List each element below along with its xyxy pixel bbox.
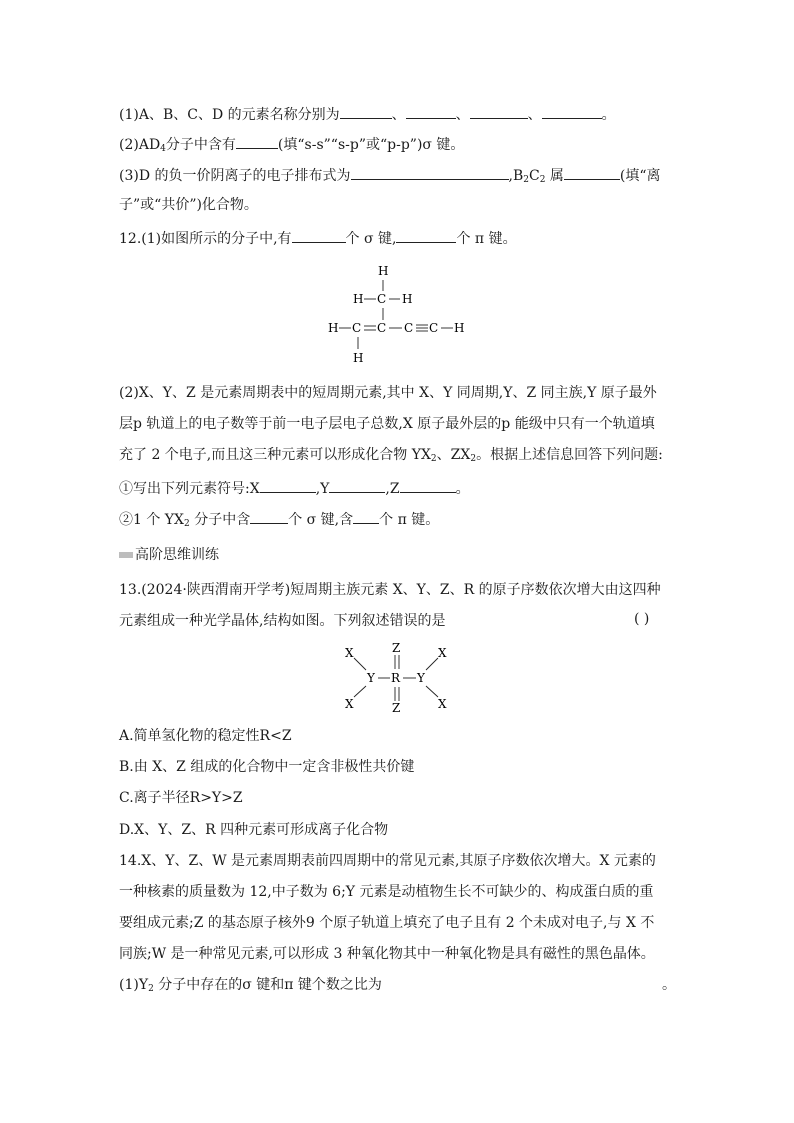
q14-part1 (119, 975, 382, 995)
answer-blank[interactable] (260, 477, 316, 493)
answer-blank[interactable] (400, 477, 456, 493)
answer-blank[interactable] (340, 103, 392, 119)
q14-text: 一种核素的质量数为 12,中子数为 6;Y 元素是动植物生长不可缺少的、构成蛋白质的重 (119, 884, 654, 900)
q13-stem-line2 (119, 611, 445, 631)
q11-part3 (119, 164, 661, 186)
atom-c: C (377, 292, 387, 306)
atom-h: H (353, 292, 364, 306)
q13-option-b[interactable] (119, 757, 414, 777)
subscript: 2 (430, 454, 437, 464)
period: 。 (662, 977, 676, 993)
q14-part1-text: (1)Y (119, 977, 149, 993)
q14-part1-end (662, 975, 676, 995)
atom-c: C (404, 321, 414, 335)
bond-single (354, 686, 366, 697)
answer-blank[interactable] (351, 164, 509, 180)
q14-part1-post: 分子中存在的σ 键和π 键个数之比为 (153, 977, 382, 993)
q12-subq1 (119, 477, 470, 499)
q14-stem-line3 (119, 913, 654, 933)
q12-subq2-post: 个 π 键。 (379, 512, 440, 528)
q13-stem-line1 (119, 580, 661, 600)
subscript: 2 (539, 175, 546, 185)
formula-part: ,B (508, 168, 524, 184)
atom-x: X (345, 646, 354, 660)
option-c-text: C.离子半径R>Y>Z (119, 790, 243, 806)
q12-part2-text: (2)X、Y、Z 是元素周期表中的短周期元素,其中 X、Y 同周期,Y、Z 同主族,Y 原子最外 (119, 385, 657, 401)
answer-blank[interactable] (396, 227, 456, 243)
q11-part2-post: (填“s-s”“s-p”或“p-p”)σ 键。 (277, 137, 465, 153)
q12-subq1-text: ①写出下列元素符号:X (119, 481, 260, 497)
q13-option-c[interactable] (119, 788, 243, 808)
option-d-text: D.X、Y、Z、R 四种元素可形成离子化合物 (119, 822, 389, 838)
answer-blank[interactable] (236, 133, 278, 149)
q12-part2-line2 (119, 414, 655, 434)
period: 。 (455, 481, 470, 497)
q12-part1 (119, 227, 517, 249)
atom-h: H (454, 321, 465, 335)
atom-z: Z (392, 641, 401, 655)
section-heading (119, 545, 219, 565)
answer-blank[interactable] (406, 103, 456, 119)
atom-c: C (377, 321, 387, 335)
bond-single (354, 658, 366, 670)
subscript: 2 (470, 454, 477, 464)
answer-blank[interactable] (353, 508, 379, 524)
q13-option-d[interactable] (119, 820, 388, 840)
subscript: 2 (184, 519, 190, 529)
q11-part3-text: (3)D 的负一价阴离子的电子排布式为 (119, 168, 351, 184)
option-a-text: A.简单氢化物的稳定性R<Z (119, 728, 292, 744)
q13-text: 13.(2024·陕西渭南开学考)短周期主族元素 X、Y、Z、R 的原子序数依次增大由这四种 (119, 582, 661, 598)
bond-single (426, 658, 438, 670)
atom-x: X (345, 697, 354, 711)
q13-option-a[interactable] (119, 726, 292, 746)
answer-blank[interactable] (564, 164, 620, 180)
q12-part1-text: 12.(1)如图所示的分子中,有 (119, 231, 292, 247)
atom-h: H (328, 321, 339, 335)
q11-part1 (119, 103, 616, 125)
atom-h: H (353, 351, 364, 365)
q14-text: 同族;W 是一种常见元素,可以形成 3 种氧化物其中一种氧化物是具有磁性的黑色晶体。 (119, 946, 655, 962)
atom-c: C (429, 321, 439, 335)
q12-part1-post: 个 π 键。 (456, 231, 517, 247)
atom-h: H (402, 292, 413, 306)
molecule-structure-diagram (320, 258, 480, 373)
q14-text: 14.X、Y、Z、W 是元素周期表前四周期中的常见元素,其原子序数依次增大。X 元素的 (119, 853, 656, 869)
answer-blank[interactable] (470, 103, 528, 119)
answer-bracket-text: ( ) (634, 611, 650, 627)
q12-subq1-y: ,Y (315, 481, 330, 497)
q12-subq2 (119, 508, 439, 530)
atom-h: H (378, 264, 389, 278)
atom-x: X (438, 697, 447, 711)
separator: 、 (391, 107, 406, 123)
q12-part2-text: 充了 2 个电子,而且这三种元素可以形成化合物 YX (119, 447, 431, 463)
q12-part2-text: 。根据上述信息回答下列问题: (476, 447, 663, 463)
q11-part2 (119, 133, 464, 155)
crystal-structure-diagram (330, 640, 460, 715)
period: 。 (601, 107, 616, 123)
atom-r: R (391, 671, 401, 685)
q13-text: 元素组成一种光学晶体,结构如图。下列叙述错误的是 (119, 613, 446, 629)
answer-blank[interactable] (250, 508, 288, 524)
q14-stem-line2 (119, 882, 653, 902)
subscript: 2 (148, 984, 154, 994)
q11-part1-text: (1)A、B、C、D 的元素名称分别为 (119, 107, 340, 123)
q11-part3-cont (119, 195, 258, 215)
section-marker (119, 552, 133, 558)
atom-z: Z (392, 701, 401, 715)
option-b-text: B.由 X、Z 组成的化合物中一定含非极性共价键 (119, 759, 415, 775)
q11-part3-line2: 子”或“共价”)化合物。 (119, 197, 258, 213)
q14-stem-line1 (119, 851, 656, 871)
q12-subq2-mid: 分子中含 (189, 512, 251, 528)
formula-part: C (529, 168, 540, 184)
q11-part3-mid: 属 (545, 168, 564, 184)
q12-part2-line3 (119, 445, 663, 465)
formula-part: 、ZX (436, 447, 471, 463)
subscript: 4 (160, 144, 166, 154)
answer-blank[interactable] (329, 477, 385, 493)
answer-blank[interactable] (292, 227, 346, 243)
q12-part2-line1 (119, 383, 657, 403)
q12-part1-mid: 个 σ 键, (345, 231, 397, 247)
q14-stem-line4 (119, 944, 655, 964)
separator: 、 (527, 107, 542, 123)
q12-subq1-z: ,Z (385, 481, 400, 497)
q11-part3-post: (填“离 (619, 168, 661, 184)
atom-y: Y (417, 671, 425, 685)
q12-part2-text: 层p 轨道上的电子数等于前一电子层电子总数,X 原子最外层的p 能级中只有一个轨道填 (119, 416, 655, 432)
section-title: 高阶思维训练 (135, 547, 219, 563)
q12-subq2-mid2: 个 σ 键,含 (288, 512, 354, 528)
q12-subq2-text: ②1 个 YX (119, 512, 185, 528)
atom-c: C (352, 321, 362, 335)
q11-part2-mid: 分子中含有 (165, 137, 236, 153)
subscript: 2 (523, 175, 529, 185)
separator: 、 (455, 107, 470, 123)
atom-y: Y (367, 671, 375, 685)
answer-bracket[interactable] (634, 611, 649, 627)
q14-text: 要组成元素;Z 的基态原子核外9 个原子轨道上填充了电子且有 2 个未成对电子,与 X 不 (119, 915, 655, 931)
q11-part2-text: (2)AD (119, 137, 161, 153)
answer-blank[interactable] (542, 103, 602, 119)
atom-x: X (438, 646, 447, 660)
bond-single (426, 686, 438, 697)
